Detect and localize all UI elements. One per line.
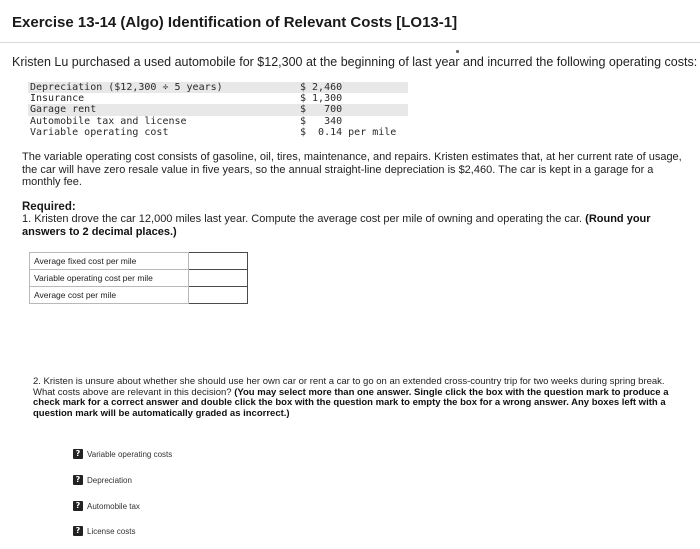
option-automobile-tax[interactable] bbox=[73, 500, 140, 512]
answer-label-avg-cost: Average cost per mile bbox=[30, 287, 189, 304]
table-row bbox=[30, 287, 248, 304]
cost-amount: $ 2,460 bbox=[300, 82, 343, 93]
answer-cell bbox=[189, 270, 248, 287]
variable-cost-input[interactable] bbox=[189, 270, 247, 286]
option-depreciation[interactable] bbox=[73, 474, 132, 486]
header-divider bbox=[0, 42, 700, 43]
question-2 bbox=[33, 377, 678, 419]
question-mark-icon[interactable]: ? bbox=[73, 526, 83, 536]
cost-label: Insurance bbox=[30, 93, 85, 105]
avg-cost-input[interactable] bbox=[189, 287, 247, 303]
question-2-instruction: (You may select more than one answer. Single click the box with the question mark to produce a check mark for a correct answer and double click the box with the question mark to empty the box for a wrong answer. Any boxes left with a question mark will be automatically graded as incorrect.) bbox=[33, 386, 669, 419]
cost-amount: $ 340 bbox=[300, 115, 343, 127]
avg-fixed-cost-input[interactable] bbox=[189, 253, 247, 269]
cost-label: Depreciation ($12,300 ÷ 5 years) bbox=[30, 82, 223, 93]
question-mark-icon[interactable]: ? bbox=[73, 501, 83, 511]
cost-row-depreciation bbox=[28, 82, 408, 93]
page-title: Exercise 13-14 (Algo) Identification of Relevant Costs [LO13-1] bbox=[12, 14, 458, 31]
answer-cell bbox=[189, 287, 248, 304]
cost-row-insurance bbox=[28, 93, 408, 104]
answer-table bbox=[29, 252, 248, 304]
answer-cell bbox=[189, 253, 248, 270]
option-license-costs[interactable] bbox=[73, 525, 135, 537]
option-variable-operating-costs[interactable] bbox=[73, 448, 172, 460]
option-label: Variable operating costs bbox=[87, 449, 173, 459]
option-label: License costs bbox=[87, 526, 136, 536]
cost-row-variable bbox=[28, 127, 408, 138]
cost-amount: $ 700 bbox=[300, 104, 343, 116]
table-row bbox=[30, 270, 248, 287]
intro-text: Kristen Lu purchased a used automobile for $12,300 at the beginning of last year and incurred the following operating costs: bbox=[12, 55, 698, 69]
question-mark-icon[interactable]: ? bbox=[73, 475, 83, 485]
table-row bbox=[30, 253, 248, 270]
answer-label-variable: Variable operating cost per mile bbox=[30, 270, 189, 287]
cost-label: Variable operating cost bbox=[30, 126, 169, 138]
question-2-text: 2. Kristen is unsure about whether she should use her own car or rent a car to go on an extended cross-country trip for two weeks during spring break. What costs above are relevant in this decision? bbox=[33, 376, 665, 398]
question-mark-icon[interactable]: ? bbox=[73, 449, 83, 459]
cost-label: Automobile tax and license bbox=[30, 115, 187, 127]
answer-label-avg-fixed: Average fixed cost per mile bbox=[30, 253, 189, 270]
operating-costs-list bbox=[28, 82, 408, 138]
cost-row-tax-license bbox=[28, 116, 408, 127]
decorative-dot bbox=[456, 50, 459, 53]
cost-amount: $ 0.14 per mile bbox=[300, 126, 397, 138]
required-heading: Required: bbox=[22, 201, 76, 213]
question-1 bbox=[22, 213, 672, 238]
cost-label: Garage rent bbox=[30, 104, 97, 116]
cost-amount: $ 1,300 bbox=[300, 93, 343, 105]
cost-row-garage-rent bbox=[28, 104, 408, 115]
question-1-instruction: (Round your answers to 2 decimal places.) bbox=[22, 213, 651, 238]
description-text: The variable operating cost consists of gasoline, oil, tires, maintenance, and repairs. Kristen estimates that, at her current rate of usage, the car will have zero resale value in five years, so the annual straight-line depreciation is $2,460. The car is kept in a garage for a monthly fee. bbox=[22, 151, 682, 189]
option-label: Automobile tax bbox=[87, 501, 140, 511]
question-1-text: 1. Kristen drove the car 12,000 miles last year. Compute the average cost per mile of owning and operating the car. bbox=[22, 213, 583, 225]
option-label: Depreciation bbox=[87, 475, 132, 485]
